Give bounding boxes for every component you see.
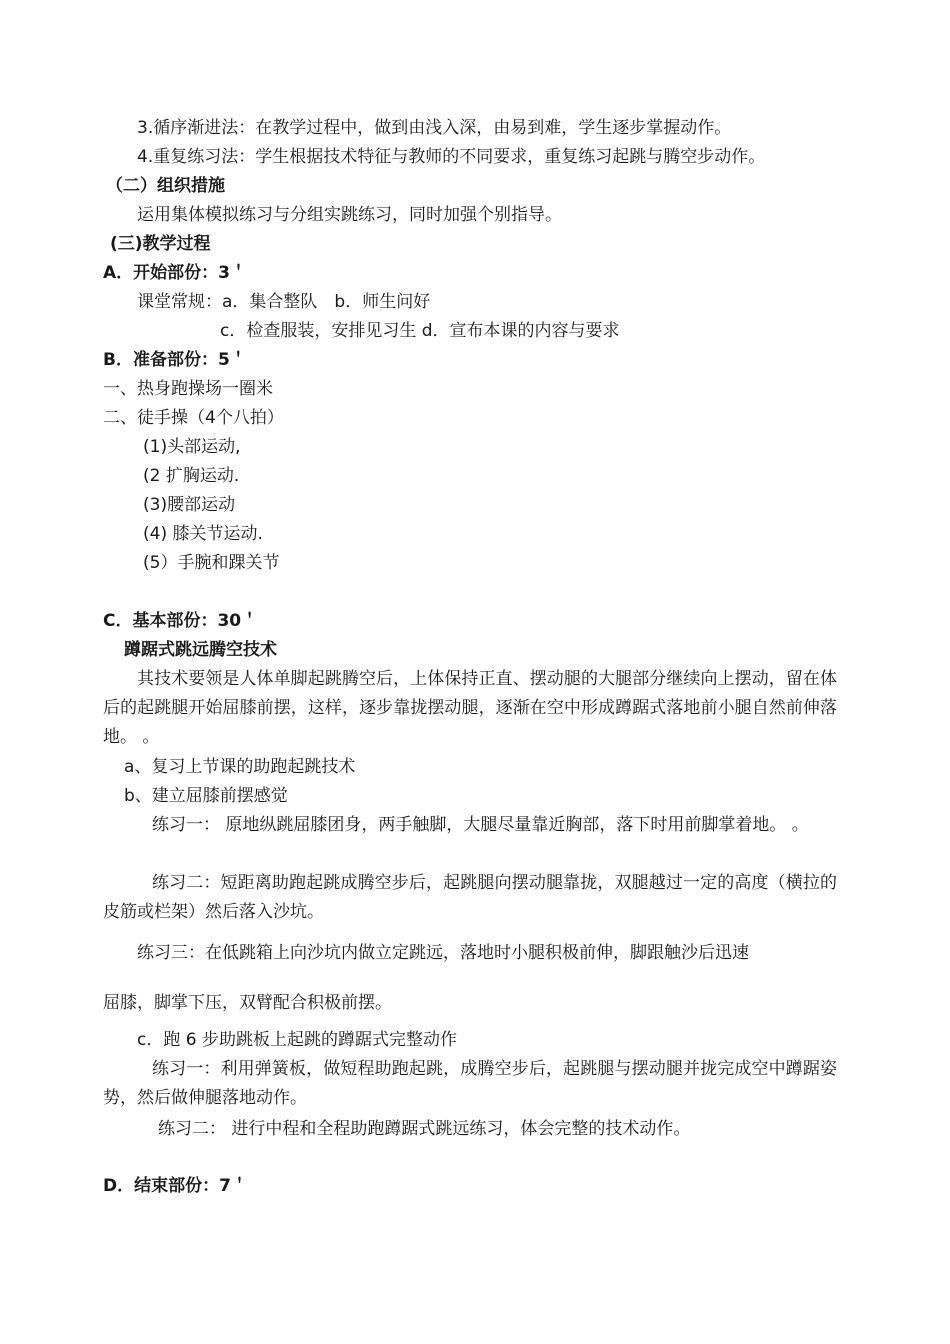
step-c-exercise-1: 练习一：利用弹簧板，做短程助跑起跳，成腾空步后，起跳腿与摆动腿并拢完成空中蹲踞姿势，然后做伸腿落地动作。 [103, 1059, 837, 1108]
step-b-exercise-1: 练习一： 原地纵跳屈膝团身，两手触脚，大腿尽量靠近胸部，落下时用前脚掌着地。 。 [152, 815, 809, 835]
classroom-routine-line-1: 课堂常规：a．集合整队 b．师生问好 [137, 292, 431, 312]
exercise-sub-item: (5）手腕和踝关节 [143, 553, 280, 573]
step-b-exercise-2: 练习二：短距离助跑起跳成腾空步后，起跳腿向摆动腿靠拢，双腿越过一定的高度（横拉的皮筋或栏架）然后落入沙坑。 [103, 873, 837, 922]
step-c-item: c．跑 6 步助跳板上起跳的蹲踞式完整动作 [137, 1030, 457, 1050]
step-b-exercise-3-line-2: 屈膝，脚掌下压，双臂配合积极前摆。 [103, 993, 392, 1013]
method-4-line: 4.重复练习法：学生根据技术特征与教师的不同要求，重复练习起跳与腾空步动作。 [137, 147, 766, 167]
teaching-process-heading: (三)教学过程 [110, 234, 211, 254]
technique-description: 其技术要领是人体单脚起跳腾空后，上体保持正直、摆动腿的大腿部分继续向上摆动，留在体后的起跳腿开始屈膝前摆，这样，逐步靠拢摆动腿，逐渐在空中形成蹲踞式落地前小腿自然前伸落地。 。 [103, 669, 837, 747]
organization-text: 运用集体模拟练习与分组实跳练习，同时加强个别指导。 [137, 205, 562, 225]
step-b-exercise-3-line-1: 练习三：在低跳箱上向沙坑内做立定跳远，落地时小腿积极前伸，脚跟触沙后迅速 [137, 943, 749, 963]
technique-title: 蹲踞式跳远腾空技术 [124, 640, 277, 660]
step-b-item: b、建立屈膝前摆感觉 [124, 786, 288, 806]
exercise-sub-item: (4) 膝关节运动. [143, 524, 263, 544]
step-a-item: a、复习上节课的助跑起跳技术 [124, 757, 356, 777]
free-exercise-item: 二、徒手操（4个八拍） [103, 408, 284, 428]
warmup-run-item: 一、热身跑操场一圈米 [103, 379, 273, 399]
classroom-routine-line-2: c．检查服装，安排见习生 d．宣布本课的内容与要求 [220, 321, 620, 341]
section-d-heading: D．结束部份：7＇ [103, 1176, 248, 1196]
exercise-sub-item: (3)腰部运动 [143, 495, 236, 515]
organization-heading: （二）组织措施 [106, 176, 225, 196]
step-c-exercise-2: 练习二： 进行中程和全程助跑蹲踞式跳远练习，体会完整的技术动作。 [158, 1119, 691, 1139]
exercise-sub-item: (1)头部运动, [143, 437, 241, 457]
exercise-sub-item: (2 扩胸运动. [143, 466, 240, 486]
section-b-heading: B．准备部份：5＇ [103, 350, 247, 370]
section-a-heading: A．开始部份：3＇ [103, 263, 247, 283]
method-3-line: 3.循序渐进法：在教学过程中，做到由浅入深，由易到难，学生逐步掌握动作。 [137, 118, 732, 138]
section-c-heading: C．基本部份：30＇ [103, 611, 259, 631]
